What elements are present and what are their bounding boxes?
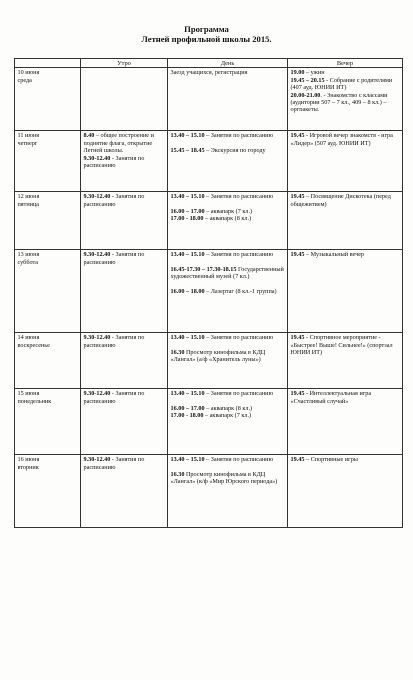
entry-time: 20.00-21.00	[290, 91, 321, 99]
title-line-2: Летней профильной школы 2015.	[141, 34, 272, 44]
entry-text: Просмотр кинофильма в КДЦ «Лангал» (а/ф «Хранитель луны»)	[170, 348, 266, 364]
entry-text: – аквапарк (8 кл.)	[204, 404, 253, 412]
entry-text: – ужин	[304, 69, 325, 77]
schedule-entry	[84, 193, 165, 208]
weekday-label: четверг	[17, 139, 38, 147]
entry-time: 16.45-17.30 – 17.30-18.15	[170, 265, 237, 273]
schedule-entry	[291, 334, 400, 356]
date-cell	[15, 333, 81, 389]
entry-text: – Занятия по расписанию	[204, 132, 274, 140]
entry-time: 13.40 – 15.10	[170, 390, 205, 398]
entry-time: 17.00 - 18.00	[170, 215, 204, 223]
entry-time: 19.45	[290, 251, 305, 259]
morning-cell	[81, 192, 168, 250]
schedule-entry	[291, 456, 400, 463]
weekday-label: среда	[17, 76, 32, 84]
morning-cell	[81, 250, 168, 333]
date-label: 14 июня	[17, 334, 40, 342]
entry-spacer	[171, 398, 285, 405]
table-row	[15, 389, 403, 455]
entry-spacer	[171, 201, 285, 208]
entry-text: - Занятия по расписанию	[83, 154, 145, 170]
entry-time: 15.45 – 18.45	[170, 146, 205, 154]
table-row	[15, 455, 403, 528]
schedule-entry	[171, 251, 285, 258]
morning-cell	[81, 455, 168, 528]
schedule-entry	[171, 132, 285, 139]
morning-cell	[81, 131, 168, 192]
entry-text: - Занятия по расписанию	[83, 456, 145, 471]
evening-cell	[288, 192, 403, 250]
entry-time: 16.00 – 18.00	[170, 287, 205, 295]
evening-cell	[288, 68, 403, 131]
schedule-entry	[291, 132, 400, 147]
table-row	[15, 68, 403, 131]
entry-text: – Занятия по расписанию	[204, 390, 274, 398]
entry-text: – Спортивные игры	[304, 456, 358, 464]
schedule-entry	[171, 147, 285, 154]
date-label: 12 июня	[17, 193, 40, 201]
entry-text: – аквапарк (8 кл.)	[203, 215, 252, 223]
schedule-entry	[171, 266, 285, 281]
header-evening: Вечер	[288, 59, 403, 68]
entry-time: 19.45	[290, 334, 305, 342]
date-cell	[15, 455, 81, 528]
entry-time: 13.40 – 15.10	[170, 193, 205, 201]
entry-text: – Занятия по расписанию	[204, 251, 274, 259]
header-day: День	[168, 59, 288, 68]
header-morning: Утро	[81, 59, 168, 68]
table-row	[15, 131, 403, 192]
entry-spacer	[171, 281, 285, 288]
weekday-label: вторник	[17, 463, 39, 471]
schedule-entry	[171, 288, 285, 295]
day-cell	[168, 68, 288, 131]
entry-time: 16.00 – 17.00	[170, 207, 205, 215]
entry-time: 9.30-12.40	[83, 390, 111, 398]
entry-text: – Занятия по расписанию	[204, 334, 274, 342]
entry-text: Государственный художественный музей (7 кл.)	[170, 265, 284, 281]
entry-time: 9.30-12.40	[83, 193, 111, 201]
table-row	[15, 192, 403, 250]
entry-time: 19.45 – 20.15	[290, 76, 325, 84]
schedule-entry	[291, 69, 400, 76]
entry-text: - Занятия по расписанию	[83, 251, 145, 266]
weekday-label: пятница	[17, 200, 40, 208]
morning-cell	[81, 68, 168, 131]
day-cell	[168, 250, 288, 333]
entry-text: Заезд учащихся, регистрация	[170, 69, 248, 77]
entry-text: - Игровой вечер знакомств - игра «Лидер» (507 ауд. ЮНИИ ИТ)	[290, 132, 393, 147]
evening-cell	[288, 455, 403, 528]
entry-time: 9.30-12.40	[83, 251, 111, 259]
entry-text: – Занятия по расписанию	[204, 193, 274, 201]
entry-spacer	[171, 259, 285, 266]
schedule-entry	[171, 208, 285, 215]
entry-time: 13.40 – 15.10	[170, 251, 205, 259]
schedule-entry	[84, 251, 165, 266]
evening-cell	[288, 333, 403, 389]
date-cell	[15, 389, 81, 455]
day-cell	[168, 131, 288, 192]
date-cell	[15, 68, 81, 131]
entry-text: – аквапарк (7 кл.)	[204, 207, 253, 215]
schedule-entry	[171, 215, 285, 222]
document-title	[0, 24, 413, 44]
entry-text: . - Знакомство с классами (аудитории 507 – 7 кл., 409 – 8 кл.) – оргпакеты.	[290, 91, 388, 114]
entry-text: – аквапарк (7 кл.)	[203, 412, 252, 420]
entry-time: 16.30	[170, 470, 185, 478]
schedule-entry	[171, 69, 285, 76]
entry-time: 9.30-12.40	[83, 456, 111, 464]
entry-time: 9.30-12.40	[83, 334, 111, 342]
entry-time: 17.00 - 18.00	[170, 412, 204, 420]
weekday-label: воскресенье	[17, 341, 50, 349]
weekday-label: понедельник	[17, 397, 52, 405]
entry-time: 13.40 – 15.10	[170, 132, 205, 140]
schedule-body	[15, 68, 403, 528]
entry-text: - Интеллектуальная игра «Счастливый случай»	[290, 390, 372, 405]
schedule-entry	[84, 390, 165, 405]
schedule-entry	[171, 193, 285, 200]
entry-time: 16.00 – 17.00	[170, 404, 205, 412]
table-row	[15, 250, 403, 333]
schedule-entry	[291, 251, 400, 258]
schedule-table	[14, 58, 403, 528]
entry-text: - Занятия по расписанию	[83, 334, 145, 349]
day-cell	[168, 455, 288, 528]
schedule-entry	[291, 77, 400, 92]
entry-text: – общее построение и поднятие флага, открытие Летней школы.	[83, 132, 154, 155]
entry-spacer	[171, 140, 285, 147]
evening-cell	[288, 389, 403, 455]
entry-text: - Занятия по расписанию	[83, 390, 145, 405]
schedule-entry	[84, 132, 165, 154]
date-label: 16 июня	[17, 456, 40, 464]
entry-time: 9.30-12.40	[83, 154, 111, 162]
entry-spacer	[171, 464, 285, 471]
entry-text: - Спортивное мероприятие - «Быстрее! Выше! Сильнее!» (спортзал ЮНИИ ИТ)	[290, 334, 393, 357]
date-cell	[15, 192, 81, 250]
schedule-entry	[171, 334, 285, 341]
morning-cell	[81, 333, 168, 389]
schedule-entry	[171, 405, 285, 412]
entry-time: 13.40 – 15.10	[170, 456, 205, 464]
weekday-label: суббота	[17, 258, 39, 266]
date-label: 13 июня	[17, 251, 40, 259]
schedule-entry	[84, 155, 165, 170]
entry-text: - Занятия по расписанию	[83, 193, 145, 208]
evening-cell	[288, 131, 403, 192]
entry-time: 19.45	[290, 390, 305, 398]
day-cell	[168, 333, 288, 389]
evening-cell	[288, 250, 403, 333]
schedule-entry	[84, 456, 165, 471]
date-label: 15 июня	[17, 390, 40, 398]
date-cell	[15, 131, 81, 192]
entry-text: – Лазертаг (8 кл.-1 группа)	[204, 287, 277, 295]
entry-time: 13.40 – 15.10	[170, 334, 205, 342]
schedule-entry	[291, 92, 400, 114]
entry-time: 19.45	[290, 193, 305, 201]
schedule-entry	[171, 456, 285, 463]
schedule-entry	[291, 193, 400, 208]
entry-time: 8.40	[83, 132, 95, 140]
entry-time: 19.45	[290, 456, 305, 464]
schedule-entry	[291, 390, 400, 405]
date-cell	[15, 250, 81, 333]
entry-text: – Занятия по расписанию	[204, 456, 274, 464]
schedule-entry	[84, 334, 165, 349]
header-date	[15, 59, 81, 68]
schedule-entry	[171, 349, 285, 364]
day-cell	[168, 192, 288, 250]
schedule-entry	[171, 412, 285, 419]
entry-text: – Музыкальный вечер	[304, 251, 365, 259]
schedule-entry	[171, 471, 285, 486]
entry-text: Просмотр кинофильма в КДЦ «Лангал» (к/ф «Мир Юрского периода»)	[170, 470, 278, 486]
entry-text: – Экскурсия по городу	[204, 146, 266, 154]
date-label: 10 июня	[17, 69, 40, 77]
schedule-entry	[171, 390, 285, 397]
date-label: 11 июня	[17, 132, 40, 140]
day-cell	[168, 389, 288, 455]
entry-time: 16.30	[170, 348, 185, 356]
entry-text: - Собрание с родителями (407 ауд. ЮНИИ ИТ)	[290, 76, 393, 92]
entry-time: 19.45	[290, 132, 305, 140]
entry-text: – Посвящение Дискотека (перед общежитием)	[290, 193, 391, 208]
header-row	[15, 59, 403, 68]
table-row	[15, 333, 403, 389]
entry-time: 19.00	[290, 69, 305, 77]
title-line-1: Программа	[184, 24, 229, 34]
morning-cell	[81, 389, 168, 455]
entry-spacer	[171, 342, 285, 349]
